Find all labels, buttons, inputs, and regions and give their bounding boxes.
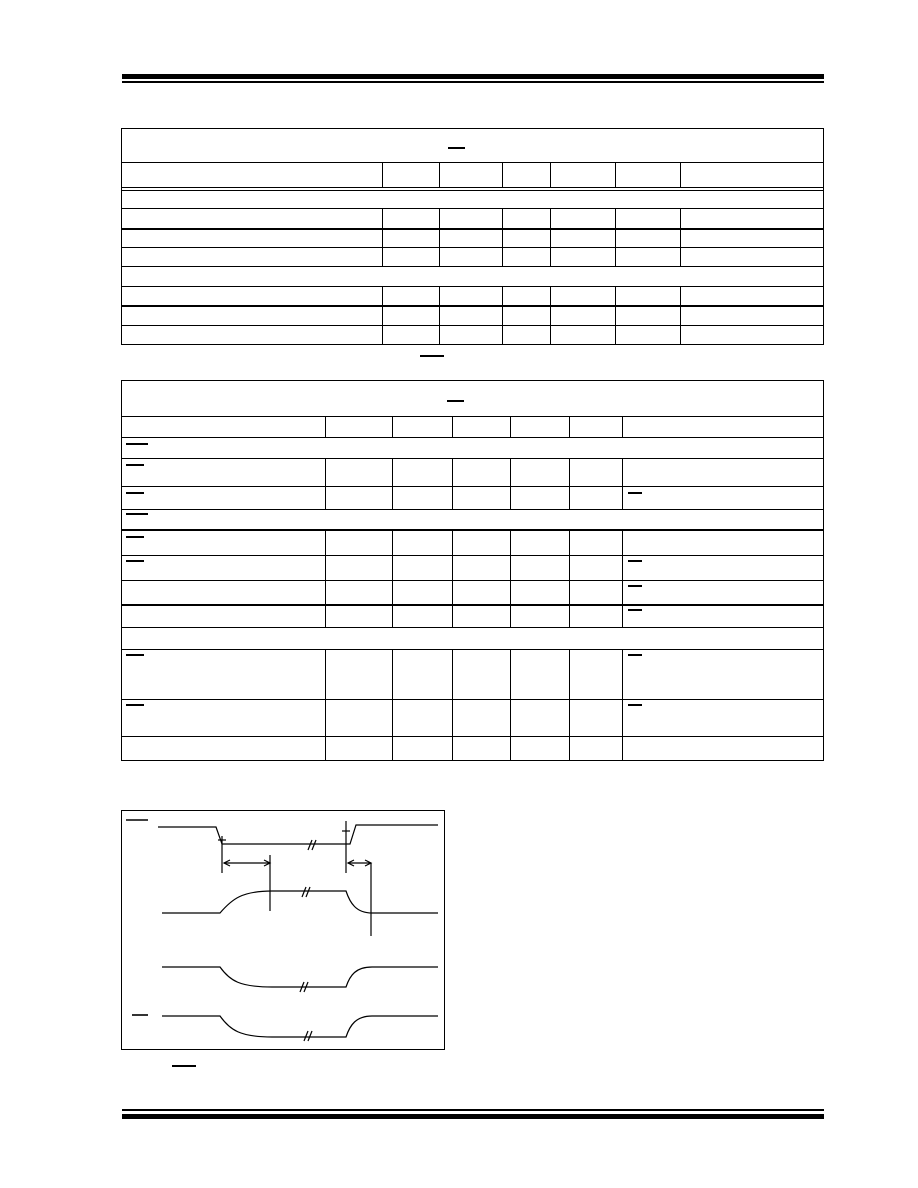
table2-col-divider xyxy=(510,556,511,580)
table2-header-cell xyxy=(325,417,326,437)
table1-col-divider xyxy=(550,248,551,267)
table1-section-row xyxy=(122,267,823,286)
table1-data-row xyxy=(122,229,823,248)
table2-col-divider xyxy=(510,459,511,487)
table2-data-row xyxy=(122,581,823,605)
header-rule-thick xyxy=(122,74,824,79)
table2-col-divider xyxy=(510,581,511,605)
table1-col-divider xyxy=(502,248,503,267)
table2-col-divider xyxy=(452,650,453,700)
table2-col-divider xyxy=(452,737,453,761)
table2-data-row xyxy=(122,700,823,737)
condition-signal-overbar xyxy=(628,654,642,656)
table1-col-divider xyxy=(382,287,383,306)
table2-col-divider xyxy=(510,531,511,555)
table1-col-divider xyxy=(439,287,440,306)
table2-col-divider xyxy=(392,700,393,737)
table2-col-divider xyxy=(392,650,393,700)
table2-col-divider xyxy=(452,531,453,555)
table2-col-divider xyxy=(622,556,623,580)
footer-rule-thin xyxy=(122,1109,824,1111)
param-signal-overbar xyxy=(126,704,144,706)
table1-data-row xyxy=(122,248,823,267)
table2-header-cell xyxy=(392,417,393,437)
table1-col-divider xyxy=(615,229,616,248)
condition-signal-overbar xyxy=(628,585,642,587)
table2-col-divider xyxy=(325,581,326,605)
table2-col-divider xyxy=(452,556,453,580)
table1-title-overbar xyxy=(448,147,465,149)
table2-col-divider xyxy=(325,606,326,628)
table1-col-divider xyxy=(502,326,503,345)
table2-title-row xyxy=(122,381,823,416)
table2-col-divider xyxy=(569,556,570,580)
table1-header-divider xyxy=(122,187,823,188)
table1-col-divider xyxy=(680,229,681,248)
table1-title-row xyxy=(122,129,823,163)
table1-col-divider xyxy=(382,209,383,228)
table1-col-divider xyxy=(550,326,551,345)
table1-header-cell xyxy=(439,163,502,187)
table2-col-divider xyxy=(569,459,570,487)
condition-signal-overbar xyxy=(628,560,642,562)
table2-col-divider xyxy=(325,650,326,700)
table2-header-cell xyxy=(569,417,570,437)
table2-col-divider xyxy=(325,737,326,761)
table2-col-divider xyxy=(622,606,623,628)
timing-diagram xyxy=(122,811,444,1049)
break-mark xyxy=(308,1031,312,1041)
table2-col-divider xyxy=(569,487,570,509)
break-mark xyxy=(302,887,306,897)
table1-col-divider xyxy=(680,248,681,267)
param-signal-overbar xyxy=(126,492,144,494)
param-signal-overbar xyxy=(126,560,144,562)
table2-col-divider xyxy=(325,556,326,580)
section-signal-overbar xyxy=(126,513,148,515)
table2-section-row xyxy=(122,438,823,458)
table2-col-divider xyxy=(452,459,453,487)
table1-data-row xyxy=(122,326,823,345)
table2-col-divider xyxy=(569,581,570,605)
table2-col-divider xyxy=(510,700,511,737)
table1-col-divider xyxy=(550,229,551,248)
table2-col-divider xyxy=(392,606,393,628)
table2-data-row xyxy=(122,737,823,761)
table2-header-cell xyxy=(510,417,511,437)
table2-col-divider xyxy=(510,487,511,509)
timing-diagram-figure xyxy=(121,810,445,1050)
signal-2-waveform xyxy=(162,891,438,913)
table2-title-overbar xyxy=(447,400,464,402)
table2-header-cell xyxy=(622,417,623,437)
condition-signal-overbar xyxy=(628,492,642,494)
electrical-table-2 xyxy=(121,380,824,761)
table1-col-divider xyxy=(439,209,440,228)
table2-col-divider xyxy=(392,556,393,580)
table1-col-divider xyxy=(550,287,551,306)
table1-col-divider xyxy=(382,326,383,345)
condition-signal-overbar xyxy=(628,704,642,706)
table2-data-row xyxy=(122,487,823,509)
table2-col-divider xyxy=(510,737,511,761)
table2-col-divider xyxy=(392,737,393,761)
signal-1-waveform xyxy=(158,825,438,844)
table2-col-divider xyxy=(510,606,511,628)
param-signal-overbar xyxy=(126,464,144,466)
table2-col-divider xyxy=(622,737,623,761)
table2-section-row xyxy=(122,510,823,530)
electrical-table-1 xyxy=(121,128,824,345)
table2-col-divider xyxy=(622,459,623,487)
figure-caption-overbar xyxy=(172,1065,196,1067)
header-rule-thin xyxy=(122,81,824,83)
table2-col-divider xyxy=(569,531,570,555)
table2-col-divider xyxy=(510,650,511,700)
param-signal-overbar xyxy=(126,536,144,538)
table2-header-cell xyxy=(452,417,453,437)
table1-col-divider xyxy=(439,326,440,345)
table2-col-divider xyxy=(622,581,623,605)
table1-col-divider xyxy=(502,306,503,326)
table2-col-divider xyxy=(622,650,623,700)
table2-col-divider xyxy=(622,487,623,509)
table2-col-divider xyxy=(569,700,570,737)
break-mark xyxy=(306,887,310,897)
table1-col-divider xyxy=(615,306,616,326)
table1-col-divider xyxy=(680,209,681,228)
table1-col-divider xyxy=(439,306,440,326)
table2-col-divider xyxy=(452,606,453,628)
table2-col-divider xyxy=(569,606,570,628)
table1-header-cell xyxy=(615,163,680,187)
table2-data-row xyxy=(122,556,823,580)
table1-data-row xyxy=(122,209,823,228)
signal-3-waveform xyxy=(162,967,438,987)
table2-data-row xyxy=(122,531,823,555)
table2-col-divider xyxy=(569,650,570,700)
condition-signal-overbar xyxy=(628,609,642,611)
table1-col-divider xyxy=(502,229,503,248)
table1-col-divider xyxy=(382,248,383,267)
table1-col-divider xyxy=(615,209,616,228)
table2-col-divider xyxy=(622,700,623,737)
table1-col-divider xyxy=(439,248,440,267)
section-signal-overbar xyxy=(126,443,148,445)
table1-header-row xyxy=(122,163,823,187)
table1-col-divider xyxy=(680,287,681,306)
table2-data-row xyxy=(122,459,823,487)
table1-header-cell xyxy=(502,163,550,187)
table2-col-divider xyxy=(325,700,326,737)
table2-data-row xyxy=(122,650,823,700)
table1-col-divider xyxy=(680,306,681,326)
table1-col-divider xyxy=(615,248,616,267)
table1-col-divider xyxy=(382,229,383,248)
table2-col-divider xyxy=(569,737,570,761)
table1-col-divider xyxy=(550,209,551,228)
table2-col-divider xyxy=(452,487,453,509)
table2-col-divider xyxy=(392,459,393,487)
break-mark xyxy=(308,840,312,850)
table2-header-row xyxy=(122,417,823,437)
table1-col-divider xyxy=(502,287,503,306)
table2-col-divider xyxy=(325,459,326,487)
table1-note-overbar xyxy=(420,355,444,357)
table2-section-row xyxy=(122,628,823,649)
break-mark xyxy=(304,1031,308,1041)
table2-col-divider xyxy=(452,581,453,605)
table2-col-divider xyxy=(325,487,326,509)
table1-header-cell xyxy=(382,163,439,187)
table2-col-divider xyxy=(622,531,623,555)
table1-col-divider xyxy=(382,306,383,326)
table1-col-divider xyxy=(439,229,440,248)
table1-data-row xyxy=(122,306,823,326)
table1-col-divider xyxy=(615,326,616,345)
table1-col-divider xyxy=(615,287,616,306)
table2-data-row xyxy=(122,606,823,628)
table2-col-divider xyxy=(452,700,453,737)
table2-col-divider xyxy=(392,487,393,509)
table1-header-cell xyxy=(680,163,823,187)
table1-col-divider xyxy=(502,209,503,228)
break-mark xyxy=(312,840,316,850)
table1-col-divider xyxy=(680,326,681,345)
table1-col-divider xyxy=(550,306,551,326)
param-signal-overbar xyxy=(126,654,144,656)
table1-section-row xyxy=(122,191,823,208)
table2-col-divider xyxy=(392,531,393,555)
footer-rule-thick xyxy=(122,1114,824,1119)
table1-data-row xyxy=(122,287,823,306)
signal-4-waveform xyxy=(162,1016,438,1037)
table2-col-divider xyxy=(325,531,326,555)
table1-header-cell xyxy=(550,163,615,187)
table2-col-divider xyxy=(392,581,393,605)
